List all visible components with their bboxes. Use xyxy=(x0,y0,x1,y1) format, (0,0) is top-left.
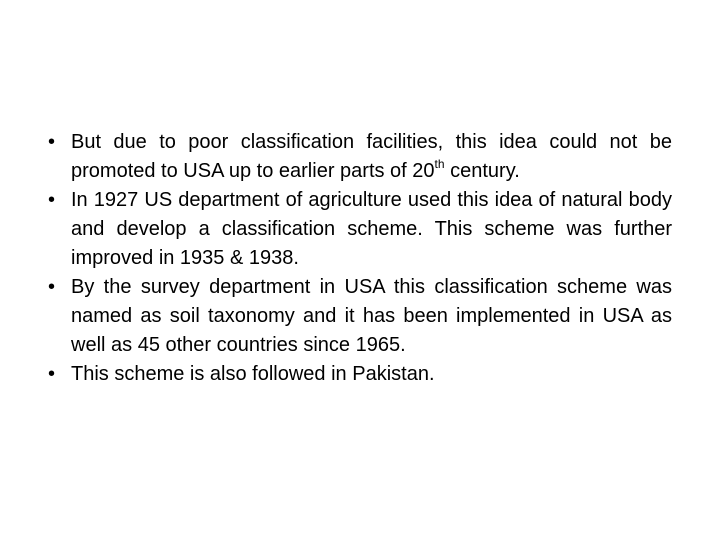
bullet-marker: • xyxy=(48,131,56,153)
bullet-3-text: By the survey department in USA this classification scheme was named as soil taxonomy and it has been implemented in USA as well as 45 other countries since 1965. xyxy=(71,276,672,356)
bullet-item-3 xyxy=(48,273,672,360)
bullet-item-1 xyxy=(48,128,672,186)
bullet-1-text: But due to poor classification facilities, this idea could not be promoted to USA up to earlier parts of 20 xyxy=(71,131,672,182)
bullet-marker: • xyxy=(48,276,56,298)
bullet-1-text-end: century. xyxy=(444,160,520,182)
bullet-marker: • xyxy=(48,189,56,211)
bullet-item-4 xyxy=(48,360,672,389)
bullet-2-text: In 1927 US department of agriculture used this idea of natural body and develop a classification scheme. This scheme was further improved in 1935 & 1938. xyxy=(71,189,672,269)
bullet-marker: • xyxy=(48,363,56,385)
bullet-list xyxy=(48,128,672,389)
bullet-4-text: This scheme is also followed in Pakistan. xyxy=(71,363,435,385)
bullet-item-2 xyxy=(48,186,672,273)
bullet-1-superscript: th xyxy=(434,157,445,172)
